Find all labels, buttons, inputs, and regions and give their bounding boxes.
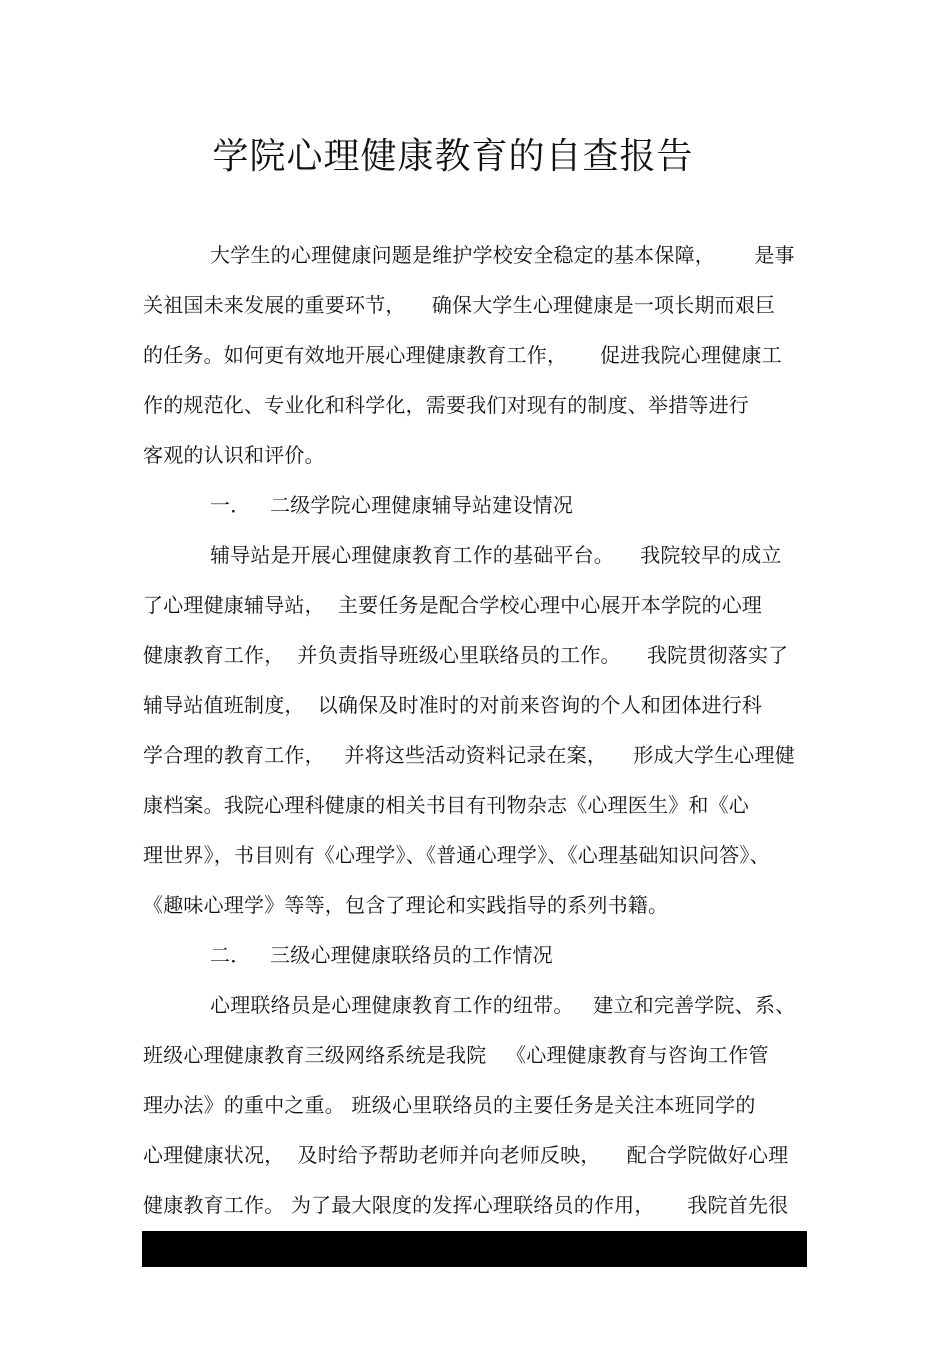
paragraph-line: 心理健康状况， 及时给予帮助老师并向老师反映， 配合学院做好心理 [143, 1143, 789, 1167]
redaction-bar [142, 1231, 807, 1267]
paragraph-line: 康档案。我院心理科健康的相关书目有刊物杂志《心理医生》和《心 [143, 793, 749, 817]
paragraph-line: 大学生的心理健康问题是维护学校安全稳定的基本保障， 是事 [210, 243, 795, 267]
document-title: 学院心理健康教育的自查报告 [212, 136, 694, 177]
paragraph-line: 作的规范化、专业化和科学化，需要我们对现有的制度、举措等进行 [143, 393, 749, 417]
paragraph-line: 《趣味心理学》等等，包含了理论和实践指导的系列书籍。 [143, 893, 669, 917]
paragraph-line: 了心理健康辅导站， 主要任务是配合学校心理中心展开本学院的心理 [143, 593, 763, 617]
paragraph-line: 关祖国未来发展的重要环节， 确保大学生心理健康是一项长期而艰巨 [143, 293, 776, 317]
paragraph-line: 客观的认识和评价。 [143, 443, 325, 467]
paragraph-line: 学合理的教育工作， 并将这些活动资料记录在案， 形成大学生心理健 [143, 743, 795, 767]
paragraph-line: 健康教育工作， 并负责指导班级心里联络员的工作。 我院贯彻落实了 [143, 643, 789, 667]
paragraph-line: 的任务。如何更有效地开展心理健康教育工作， 促进我院心理健康工 [143, 343, 782, 367]
paragraph-line: 班级心理健康教育三级网络系统是我院 《心理健康教育与咨询工作管 [143, 1043, 769, 1067]
paragraph-line: 理世界》，书目则有《心理学》、《普通心理学》、《心理基础知识问答》、 [143, 843, 770, 867]
paragraph-line: 辅导站是开展心理健康教育工作的基础平台。 我院较早的成立 [210, 543, 782, 567]
paragraph-line: 心理联络员是心理健康教育工作的纽带。 建立和完善学院、系、 [210, 993, 796, 1017]
paragraph-line: 健康教育工作。 为了最大限度的发挥心理联络员的作用， 我院首先很 [143, 1193, 789, 1217]
section-heading: 二． 三级心理健康联络员的工作情况 [210, 943, 553, 967]
section-heading: 一． 二级学院心理健康辅导站建设情况 [210, 493, 574, 517]
paragraph-line: 理办法》的重中之重。 班级心里联络员的主要任务是关注本班同学的 [143, 1093, 756, 1117]
paragraph-line: 辅导站值班制度， 以确保及时准时的对前来咨询的个人和团体进行科 [143, 693, 763, 717]
